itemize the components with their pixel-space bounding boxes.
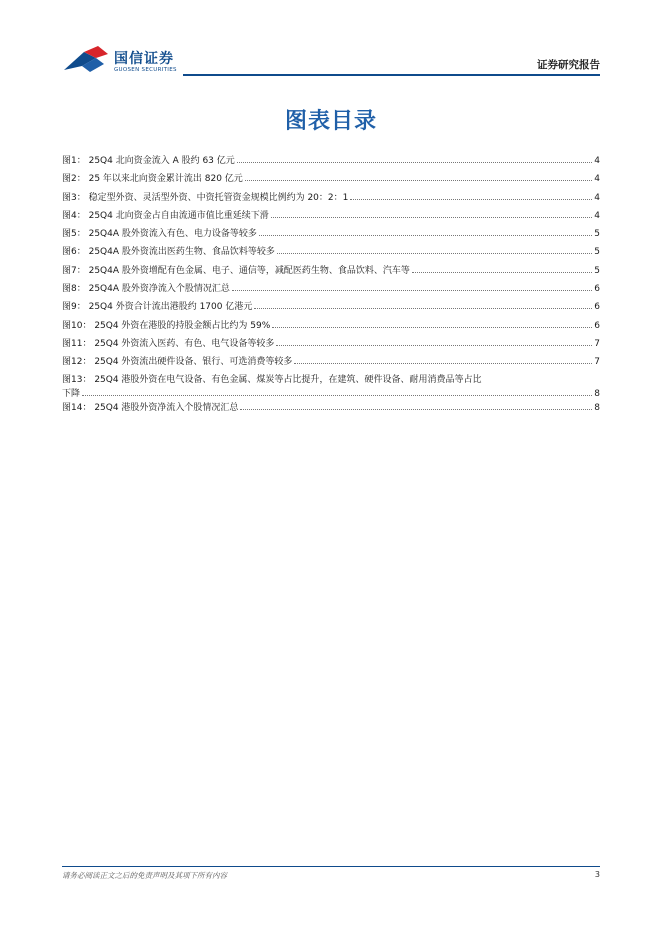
toc-entry-label: 图6： 25Q4A 股外资流出医药生物、食品饮料等较多: [62, 247, 275, 258]
footer-disclaimer: 请务必阅读正文之后的免责声明及其项下所有内容: [62, 871, 227, 880]
toc-leader-dots: [82, 387, 592, 396]
toc-leader-dots: [232, 282, 592, 291]
toc-entry-page: 8: [594, 402, 600, 413]
page-title: 图表目录: [284, 109, 377, 134]
toc-leader-dots: [294, 355, 592, 364]
toc-entry-label: 图5： 25Q4A 股外资流入有色、电力设备等较多: [62, 229, 257, 240]
toc-entry-page: 7: [594, 357, 600, 368]
toc-entry-page: 4: [594, 156, 600, 166]
toc-entry[interactable]: [62, 300, 600, 318]
toc-leader-dots: [254, 300, 592, 309]
toc-entry[interactable]: [62, 282, 600, 300]
toc-entry-page: 4: [594, 210, 600, 221]
toc-leader-dots: [259, 227, 592, 236]
toc-entry-label: 图13： 25Q4 港股外资在电气设备、有色金属、煤炭等占比提升，在建筑、硬件设备、耐用消费品等占比: [62, 374, 482, 385]
toc-entry-page: 6: [594, 320, 600, 331]
toc-entry[interactable]: [62, 209, 600, 227]
toc-entry[interactable]: [62, 245, 600, 263]
guosen-logo-icon: [62, 44, 112, 74]
toc-entry[interactable]: [62, 355, 600, 373]
toc-entry-page: 6: [594, 302, 600, 313]
toc-entry[interactable]: [62, 191, 600, 209]
toc-entry-page: 4: [594, 174, 600, 185]
toc-entry-label: 图7： 25Q4A 股外资增配有色金属、电子、通信等，减配医药生物、食品饮料、汽车等: [62, 265, 410, 276]
toc-entry-page: 5: [594, 229, 600, 240]
page-number: 3: [594, 870, 600, 879]
toc-entry-label: 图12： 25Q4 外资流出硬件设备、银行、可选消费等较多: [62, 357, 293, 368]
report-type: 证券研究报告: [537, 59, 600, 71]
guosen-logo: [62, 44, 182, 80]
toc-entry-label-continued: 下降: [62, 388, 81, 399]
toc-leader-dots: [276, 337, 592, 346]
toc-leader-dots: [240, 401, 592, 410]
toc-entry-page: 7: [594, 338, 600, 349]
toc-entry-label: 图4： 25Q4 北向资金占自由流通市值比重延续下滑: [62, 210, 269, 221]
toc-entry[interactable]: [62, 264, 600, 282]
toc-leader-dots: [271, 209, 593, 218]
toc-list: [62, 154, 600, 419]
toc-entry-label: 图11： 25Q4 外资流入医药、有色、电气设备等较多: [62, 338, 275, 349]
toc-entry[interactable]: [62, 337, 600, 355]
toc-entry-label: 图1： 25Q4 北向资金流入 A 股约 63 亿元: [62, 156, 235, 166]
toc-leader-dots: [350, 191, 592, 200]
toc-entry[interactable]: [62, 319, 600, 337]
toc-leader-dots: [272, 319, 592, 328]
toc-entry[interactable]: [62, 401, 600, 419]
toc-leader-dots: [277, 245, 592, 254]
brand-name-en: GUOSEN SECURITIES: [114, 67, 177, 73]
toc-entry-page: 5: [594, 265, 600, 276]
toc-entry-label: 图9： 25Q4 外资合计流出港股约 1700 亿港元: [62, 302, 253, 313]
brand-name-cn: 国信证券: [114, 51, 174, 67]
toc-entry-label: 图2： 25 年以来北向资金累计流出 820 亿元: [62, 174, 243, 185]
header-divider: [183, 74, 600, 76]
toc-entry-label: 图3： 稳定型外资、灵活型外资、中资托管资金规模比例约为 20：2：1: [62, 192, 349, 203]
toc-leader-dots: [245, 172, 592, 181]
page-header: [0, 0, 662, 80]
toc-entry-label: 图8： 25Q4A 股外资净流入个股情况汇总: [62, 284, 230, 295]
toc-entry[interactable]: [62, 374, 600, 401]
toc-entry[interactable]: [62, 172, 600, 190]
toc-entry-page: 6: [594, 284, 600, 295]
toc-entry-label: 图10： 25Q4 外资在港股的持股金额占比约为 59%: [62, 320, 271, 331]
toc-entry-page: 4: [594, 192, 600, 203]
toc-entry[interactable]: [62, 227, 600, 245]
toc-entry[interactable]: [62, 154, 600, 172]
footer-divider: [62, 866, 600, 867]
toc-leader-dots: [412, 264, 592, 273]
toc-entry-page: 8: [594, 388, 600, 399]
toc-entry-page: 5: [594, 247, 600, 258]
toc-leader-dots: [237, 154, 593, 163]
toc-entry-label: 图14： 25Q4 港股外资净流入个股情况汇总: [62, 402, 239, 413]
